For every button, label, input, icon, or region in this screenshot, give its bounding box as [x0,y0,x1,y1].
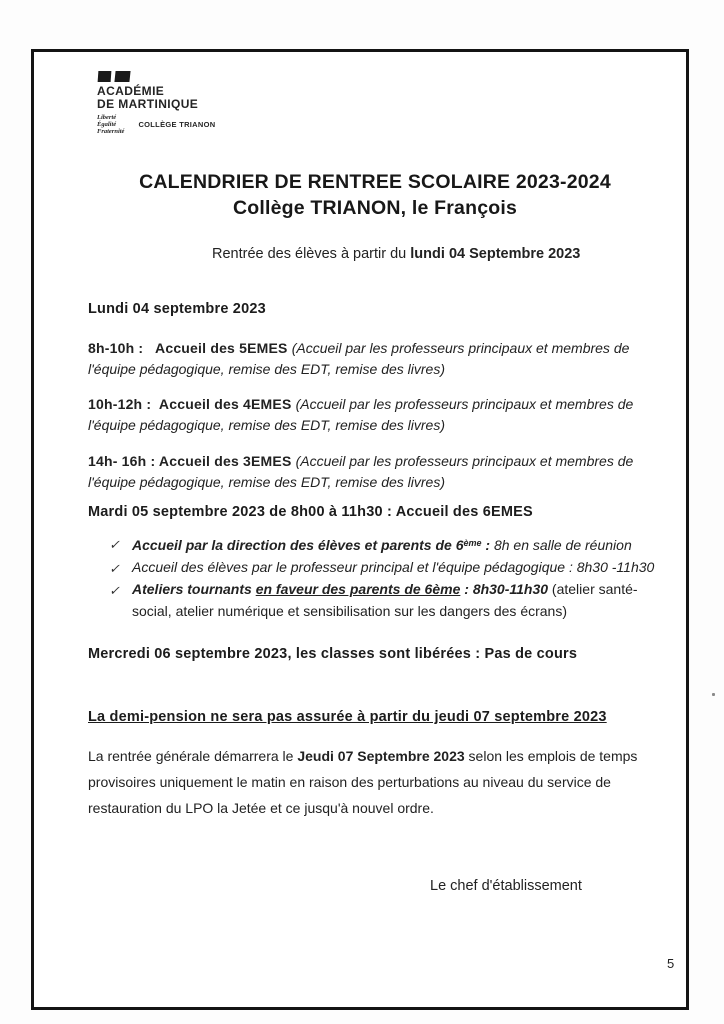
checklist-item-text: Accueil des élèves par le professeur principal et l'équipe pédagogique : 8h30 -11h30 [132,558,655,575]
schedule-item-5emes [88,338,672,380]
bullet-separator: : [481,537,494,553]
motto-line: Fraternité [97,128,125,135]
slot-time-label: 10h-12h : Accueil des 4EMES [88,396,296,412]
schedule-item-4emes [88,394,672,436]
ordinal-superscript: ème [463,538,482,548]
checklist-item [109,579,675,622]
slot-detail: (Accueil par les professeurs principaux et membres de l'équipe pédagogique, remise des EDT, remise des livres) [88,453,634,490]
bullet-tail: (atelier santé-social, atelier numérique et sensibilisation sur les dangers des écrans) [132,581,638,619]
motto-row [97,114,215,135]
academy-name-line1: ACADÉMIE [97,84,165,98]
tuesday-checklist [109,533,675,622]
section-wednesday-heading: Mercredi 06 septembre 2023, les classes sont libérées : Pas de cours [88,646,578,662]
slot-detail: (Accueil par les professeurs principaux et membres de l'équipe pédagogique, remise des EDT, remise des livres) [88,340,630,377]
document-title-line1: CALENDRIER DE RENTREE SCOLAIRE 2023-2024 [139,171,611,193]
signature-line: Le chef d'établissement [430,878,582,894]
closing-lead: La rentrée générale démarrera le [88,748,298,764]
closing-tail: selon les emplois de temps provisoires uniquement le matin en raison des perturbations au niveau du service de restauration du LPO la Jetée et ce jusqu'à nouvel ordre. [88,748,638,816]
check-icon: ✓ [109,583,120,598]
document-title-line2: Collège TRIANON, le François [232,197,518,219]
bullet-separator: : [460,581,473,597]
page-number: 5 [667,956,675,971]
school-stamp: COLLÈGE TRIANON [138,120,216,129]
letterhead [97,71,215,135]
closing-date: Jeudi 07 Septembre 2023 [297,748,465,764]
cafeteria-notice: La demi-pension ne sera pas assurée à partir du jeudi 07 septembre 2023 [88,709,607,725]
bullet-underlined-phrase: en faveur des parents de 6ème [255,581,461,597]
bullet-time: 8h30-11h30 [472,581,549,597]
flag-blob-icon [114,71,130,82]
motto-line: Égalité [97,121,117,128]
checklist-item [109,533,675,557]
flag-blob-icon [98,71,112,82]
checklist-item [109,557,675,580]
checklist-item-text [132,533,675,557]
check-icon: ✓ [109,537,120,552]
slot-detail: (Accueil par les professeurs principaux et membres de l'équipe pédagogique, remise des EDT, remise des livres) [88,396,634,433]
slot-time-label: 14h- 16h : Accueil des 3EMES [88,453,296,469]
check-icon: ✓ [109,560,120,576]
republic-motto [97,114,124,135]
schedule-item-3emes [88,451,672,493]
scan-noise-speck [712,693,715,696]
subtitle-normal: Rentrée des élèves à partir du [212,246,411,262]
subtitle-date: lundi 04 Septembre 2023 [410,246,581,262]
slot-time-label: 8h-10h : Accueil des 5EMES [88,340,292,356]
checklist-item-text [132,579,675,622]
motto-line: Liberté [97,114,117,121]
academy-name-line2: DE MARTINIQUE [97,97,199,111]
document-subtitle [212,246,580,262]
bullet-bold-lead: Accueil par la direction des élèves et parents de 6 [132,537,464,553]
bullet-bold-lead: Ateliers tournants [132,581,256,597]
bullet-tail: 8h en salle de réunion [493,537,632,553]
marianne-flag-icon [98,71,215,82]
section-monday-heading: Lundi 04 septembre 2023 [88,301,266,317]
closing-paragraph [88,743,672,821]
section-tuesday-heading: Mardi 05 septembre 2023 de 8h00 à 11h30 : Accueil des 6EMES [88,504,533,520]
